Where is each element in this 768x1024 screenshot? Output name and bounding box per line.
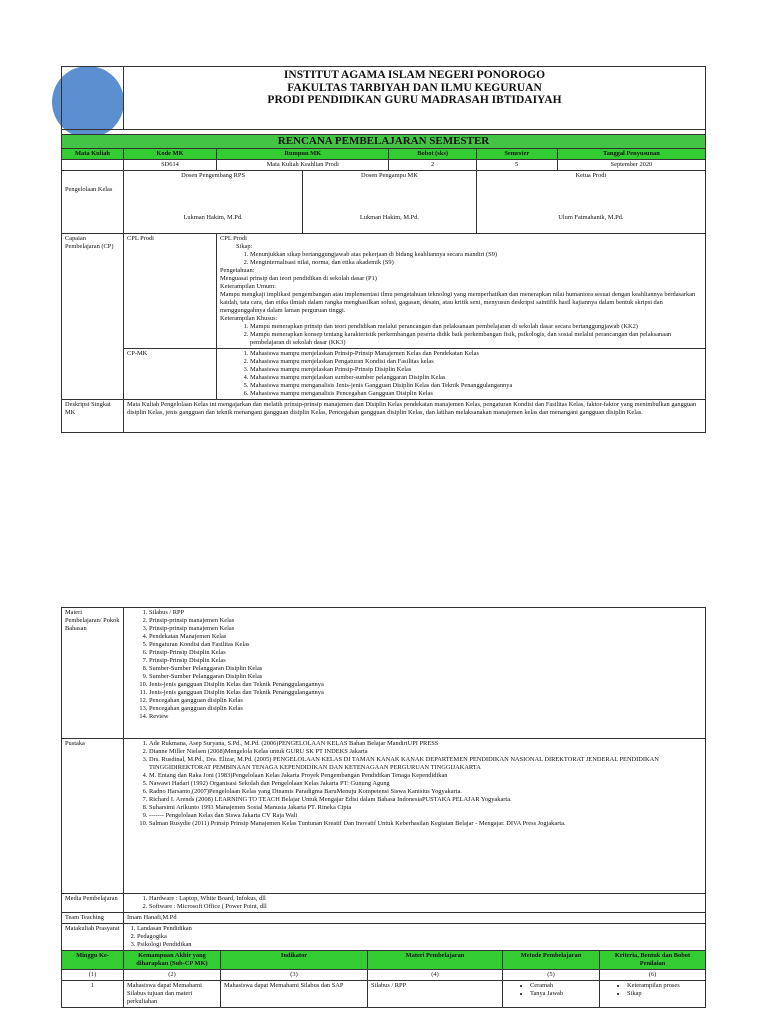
- weekly-header-cell: Kriteria, Bentuk dan Bobot Penilaian: [600, 951, 706, 970]
- course-header-cell: Kode MK: [124, 149, 217, 160]
- materi-item: 1. Silabus / RPP: [149, 609, 702, 617]
- otorisasi-name-3: Ulum Fatmahanik, M.Pd.: [558, 214, 624, 221]
- prasyarat-content: [124, 924, 706, 951]
- materi-item: 8. Sumber-Sumber Pelanggaran Disiplin Kelas: [149, 665, 702, 673]
- header-line-3: PRODI PENDIDIKAN GURU MADRASAH IBTIDAIYAH: [267, 94, 562, 106]
- rps-title: RENCANA PEMBELAJARAN SEMESTER: [62, 135, 706, 149]
- pengetahuan-text: Menguasai prinsip dan teori pendidikan di sekolah dasar (P1): [220, 275, 377, 282]
- cpmk-row: [62, 349, 706, 400]
- materi-week-text: Silabus / RPP: [368, 981, 503, 1008]
- pustaka-row: [62, 739, 706, 894]
- media-item: 2. Software : Microsoft Office ( Power Point, dll: [149, 903, 702, 911]
- course-header-cell: Semester: [476, 149, 557, 160]
- materi-item: 4. Pendekatan Manajemen Kelas: [149, 633, 702, 641]
- media-item: 1. Hardware : Laptop, White Board, Infokus, dll: [149, 895, 702, 903]
- pustaka-item: 8. Suharsimi Arikunto 1993 Manajemen Sosial Manusia Jakarta PT. Rineka Cipta: [149, 804, 702, 812]
- weekly-number-row: [62, 970, 706, 981]
- khusus-item: 2. Mampu menerapkan konsep tentang karakteristik perkembangan peserta didik baik perkembangan fisik, psikologis, dan sosial melalui perancangan dan pelaksanaan pembelajaran di sekolah dasar (KK3): [250, 331, 702, 347]
- cpmk-content: [217, 349, 706, 400]
- materi-item: 9. Sumber-Sumber Pelanggaran Disiplin Kelas: [149, 673, 702, 681]
- team-value: Imam Hanafi,M.Pd: [124, 913, 706, 924]
- pustaka-item: 1. Ade Rukmana, Asep Suryana, S.Pd., M.Pd. (2006)PENGELOLAAN KELAS Bahan Belajar MandiriUPI PRESS: [149, 740, 702, 748]
- otorisasi-role-2: Dosen Pengampu MK Lukman Hakim, M.Pd.: [303, 171, 477, 234]
- deskripsi-label: Deskripsi Singkat MK: [62, 400, 124, 433]
- otorisasi-name-2: Lukman Hakim, M.Pd.: [359, 214, 420, 221]
- media-content: [124, 894, 706, 913]
- pustaka-item: 10. Salman Rusydie (2011) Prinsip Prinsip Manajemen Kelas Tuntunan Kreatif Dan Inovatif Untuk Keberhasilan Kegiatan Belajar - Mengajar. DIVA Press Jogjakarta.: [149, 820, 702, 828]
- deskripsi-text: Mata Kuliah Pengelolaan Kelas ini mengajarkan dan melatih prinsip-prinsip manajemen dan Disiplin Kelas pendekatan manajemen Kelas, pengaturan Kondisi dan Fasilitas Kelas, faktor-faktor yang menimbulkan gangguan disiplin Kelas, jenis gangguan dan teknik menangani gangguan disiplin Kelas, Pencegahan gangguan disiplin Kelas, dan latihan melaksanakan manajemen kelas dan menangani gangguan disiplin Kelas.: [124, 400, 706, 433]
- weekly-number-cell: (1): [62, 970, 124, 981]
- cpmk-item: 3. Mahasiswa mampu menjelaskan Prinsip-Prinsip Disiplin Kelas: [250, 366, 702, 374]
- sub-cp-text: Mahasiswa dapat Memahami Silabus tujuan dan materi perkuliahan: [124, 981, 221, 1008]
- cpmk-item: 6. Mahasiswa mampu menganalisis Pencegahan Gangguan Disiplin Kelas: [250, 390, 702, 398]
- metode-item: • Tanya Jawab: [530, 990, 596, 998]
- cpl-label: CPL Prodi: [124, 234, 217, 349]
- rps-first-section: [61, 66, 706, 433]
- weekly-header-row: [62, 951, 706, 970]
- indikator-text: Mahasiswa dapat Memahami Silabus dan SAP: [221, 981, 368, 1008]
- course-header-row: [62, 149, 706, 160]
- cpmk-item: 1. Mahasiswa mampu menjelaskan Prinsip-Prinsip Manajemen Kelas dan Pendekatan Kelas: [250, 350, 702, 358]
- weekly-header-cell: Minggu Ke-: [62, 951, 124, 970]
- otorisasi-label: Pengelolaan Kelas: [62, 171, 124, 234]
- sikap-item: 1. Menunjukkan sikap bertanggungjawab atas pekerjaan di bidang keahliannya secara mandiri (S9): [250, 251, 702, 259]
- metode-item: • Ceramah: [530, 982, 596, 990]
- pustaka-label: Pustaka: [62, 739, 124, 894]
- course-header-cell: Mata Kuliah: [62, 149, 124, 160]
- materi-item: 7. Prinsip-Prinsip Disiplin Kelas: [149, 657, 702, 665]
- pustaka-item: 7. Richard I. Arends (2008) LEARNING TO TEACH Belajar Untuk Mengajar Edisi dalam Bahasa IndonesiaPUSTAKA PELAJAR Yogyakarta.: [149, 796, 702, 804]
- weekly-number-cell: (6): [600, 970, 706, 981]
- weekly-header-cell: Metode Pembelajaran: [503, 951, 600, 970]
- cpmk-label: CP-MK: [124, 349, 217, 400]
- keterampilan-umum-text: Mampu mengkaji implikasi pengembangan atau implementasi ilmu pengetahuan teknologi yang memperhatikan dan menerapkan nilai humaniora sesuai dengan keahliannya berdasarkan kaidah, tata cara, dan etika ilmiah dalam rangka menghasilkan solusi, gagasan, desain, atau kritik seni, menyusun deskripsi saintifik hasil kajiannya dalam bentuk skripsi dan menggunggahnya dalam laman perguruan tinggi.: [220, 291, 696, 314]
- course-header-cell: Bobot (sks): [389, 149, 476, 160]
- materi-item: 10. Jenis-jenis gangguan Disiplin Kelas dan Teknik Penanggulangannya: [149, 681, 702, 689]
- course-value-cell: 2: [389, 160, 476, 171]
- otorisasi-row: [62, 171, 706, 234]
- course-value-cell: SD614: [124, 160, 217, 171]
- cpmk-item: 4. Mahasiswa mampu menjelaskan sumber-sumber pelanggaran Disiplin Kelas: [250, 374, 702, 382]
- khusus-item: 1. Mampu menerapkan prinsip dan teori pendidikan melalui perancangan dan pelaksanaan pembelajaran di sekolah dasar secara bertanggungjawab (KK2): [250, 323, 702, 331]
- deskripsi-row: [62, 400, 706, 433]
- materi-item: 12. Pencegahan gangguan disiplin Kelas: [149, 697, 702, 705]
- weekly-header-cell: Materi Pembelajaran: [368, 951, 503, 970]
- course-header-cell: Rumpun MK: [217, 149, 389, 160]
- materi-item: 2. Prinsip-prinsip manajemen Kelas: [149, 617, 702, 625]
- metode-list: [503, 981, 600, 1008]
- prasyarat-item: 2. Pedagogika: [137, 933, 702, 941]
- media-row: [62, 894, 706, 913]
- weekly-row: [62, 981, 706, 1008]
- materi-item: 11. Jenis-jenis gangguan Disiplin Kelas dan Teknik Penanggulangannya: [149, 689, 702, 697]
- team-label: Team Teaching: [62, 913, 124, 924]
- weekly-header-cell: Kemampuan Akhir yang diharapkan (Sub-CP MK): [124, 951, 221, 970]
- kriteria-item: • Keterampilan proses: [627, 982, 702, 990]
- course-value-cell: [62, 160, 124, 171]
- cpl-row: [62, 234, 706, 349]
- media-label: Media Pembelajaran: [62, 894, 124, 913]
- header-line-2: FAKULTAS TARBIYAH DAN ILMU KEGURUAN: [287, 81, 542, 94]
- pustaka-item: 9. ------- Pengelolaan Kelas dan Siswa Jakarta CV Raja Wali: [149, 812, 702, 820]
- kriteria-item: • Sikap: [627, 990, 702, 998]
- weekly-number-cell: (2): [124, 970, 221, 981]
- header-line-1: INSTITUT AGAMA ISLAM NEGERI PONOROGO: [283, 69, 546, 81]
- course-value-cell: September 2020: [557, 160, 705, 171]
- kriteria-list: [600, 981, 706, 1008]
- weekly-header-cell: Indikator: [221, 951, 368, 970]
- weekly-number-cell: (5): [503, 970, 600, 981]
- cp-label: Capaian Pembelajaran (CP): [62, 234, 124, 400]
- prasyarat-label: Matakuliah Prasyarat: [62, 924, 124, 951]
- otorisasi-role-1: Dosen Pengembang RPS Lukman Hakim, M.Pd.: [124, 171, 303, 234]
- materi-item: 14. Review: [149, 713, 702, 721]
- week-number: 1: [62, 981, 124, 1008]
- institution-header: [124, 67, 706, 130]
- pustaka-item: 3. Drs. Rusdinal, M.Pd., Dra. Elizar, M.Pd. (2005) PENGELOLAAN KELAS DI TAMAN KANAK KANAK DEPARTEMEN PENDIDIKAN NASIONAL DIREKTORAT JENDERAL PENDIDIKAN TINGGIDIREKTORAT PEMBINAAN TENAGA KEPENDIDIKAN DAN KETENAGAAN PERGURUAN TINGGIJAKARTA: [149, 756, 702, 772]
- cpmk-item: 2. Mahasiswa mampu menjelaskan Pengaturan Kondisi dan Fasilitas kelas: [250, 358, 702, 366]
- pustaka-item: 6. Radno Harsanto,(2007)Pengelolaan Kelas yang Dinamis Paradigma BaruMenuju Kompetensi Siswa Kanisius Yogyakarta.: [149, 788, 702, 796]
- materi-label: Materi Pembelajaran/ Pokok Bahasan: [62, 608, 124, 739]
- course-value-cell: 5: [476, 160, 557, 171]
- materi-item: 6. Prinsip-Prinsip Disiplin Kelas: [149, 649, 702, 657]
- weekly-number-cell: (4): [368, 970, 503, 981]
- pustaka-item: 2. Dianne Miller Nielsen (2008)Mengelola Kelas untuk GURU SK PT INDEKS Jakarta: [149, 748, 702, 756]
- course-header-cell: Tanggal Penyusunan: [557, 149, 705, 160]
- otorisasi-role-3: Ketua Prodi Ulum Fatmahanik, M.Pd.: [476, 171, 705, 234]
- pustaka-content: [124, 739, 706, 894]
- cpl-content: CPL Prodi Sikap: 1. Menunjukkan sikap bertanggungjawab atas pekerjaan di bidang keahliannya secara mandiri (S9) 2. Menginternalisasi nilai, norma, dan etika akademik (S9) Pengetahuan: Menguasai prinsip dan teori pendidikan di sekolah dasar (P1) Keterampilan Umum: Mampu mengkaji implikasi pengembangan atau implementasi ilmu pengetahuan teknologi yang memperhatikan dan menerapkan nilai humaniora sesuai dengan keahliannya berdasarkan kaidah, tata cara, dan etika ilmiah dalam rangka menghasilkan solusi, gagasan, desain, atau kritik seni, menyusun deskripsi saintifik hasil kajiannya dalam bentuk skripsi dan menggunggahnya dalam laman perguruan tinggi. Keterampilan Khusus: 1. Mampu menerapkan prinsip dan teori pendidikan melalui perancangan dan pelaksanaan pembelajaran di sekolah dasar secara bertanggungjawab (KK2) 2. Mampu menerapkan konsep tentang karakteristik perkembangan peserta didik baik perkembangan fisik, psikologis, dan sosial melalui perancangan dan pelaksanaan pembelajaran di sekolah dasar (KK3): [217, 234, 706, 349]
- pustaka-item: 5. Nawawi Hadari (1992) Organisasi Sekolah dan Pengelolaan Kelas Jakarta PT: Gunung Agung: [149, 780, 702, 788]
- cpmk-item: 5. Mahasiswa mampu menganalisis Jenis-jenis Gangguan Disiplin Kelas dan Teknik Penanggulangannya: [250, 382, 702, 390]
- materi-row: [62, 608, 706, 739]
- prasyarat-item: 3. Psikologi Pendidikan: [137, 941, 702, 949]
- otorisasi-name-1: Lukman Hakim, M.Pd.: [183, 214, 243, 221]
- team-row: [62, 913, 706, 924]
- sikap-item: 2. Menginternalisasi nilai, norma, dan etika akademik (S9): [250, 259, 702, 267]
- prasyarat-item: 1. Landasan Pendidikan: [137, 925, 702, 933]
- course-value-cell: Mata Kuliah Keahlian Prodi: [217, 160, 389, 171]
- materi-item: 13. Pencegahan gangguan disiplin Kelas: [149, 705, 702, 713]
- rps-second-section: [61, 607, 706, 1008]
- materi-item: 3. Prinsip-prinsip manajemen Kelas: [149, 625, 702, 633]
- weekly-number-cell: (3): [221, 970, 368, 981]
- materi-content: [124, 608, 706, 739]
- course-value-row: [62, 160, 706, 171]
- prasyarat-row: [62, 924, 706, 951]
- materi-item: 5. Pengaturan Kondisi dan Fasilitas Kelas: [149, 641, 702, 649]
- logo-cell: [62, 67, 124, 130]
- pustaka-item: 4. M. Entang dan Raka Joni (1983)Pengelolaan Kelas Jakarta Proyek Pengembangan Pendidikan Tenaga Kependidikan: [149, 772, 702, 780]
